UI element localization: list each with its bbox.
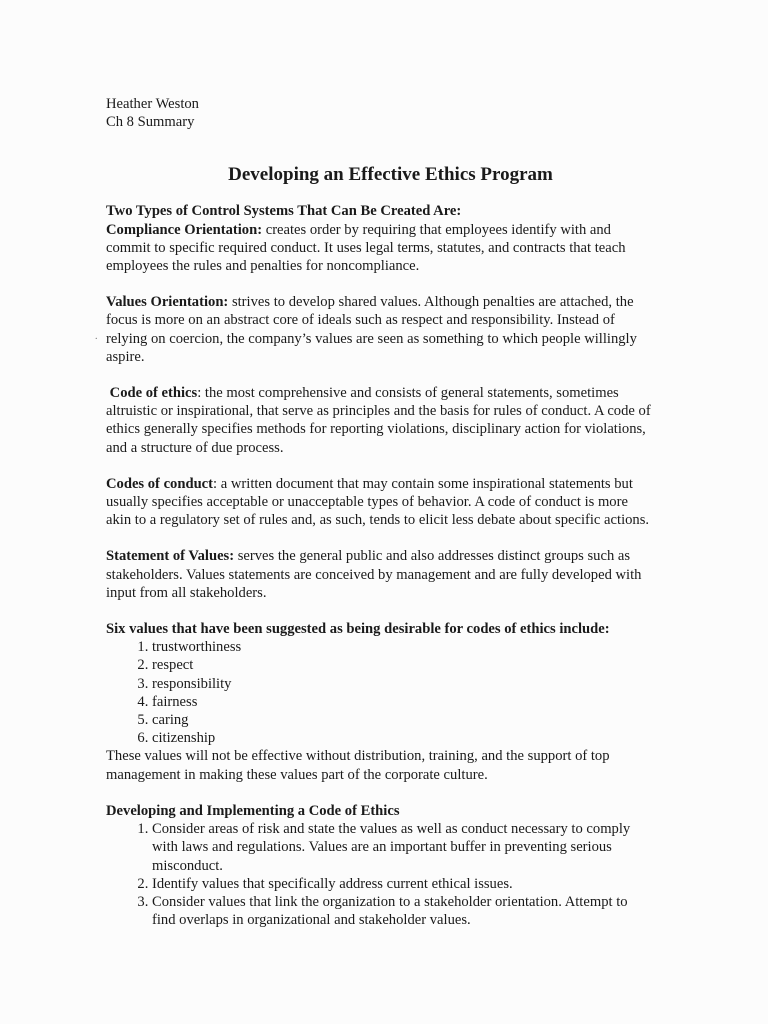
list-item: 3. Consider values that link the organization to a stakeholder orientation. Attempt to find overlaps in organizational and stakeholder values. (152, 893, 651, 929)
code-of-ethics-text: : the most comprehensive and consists of general statements, sometimes altruistic or inspirational, that serve as principles and the basis for rules of conduct. A code of ethics generally specifies methods for reporting violations, disciplinary action for violations, and a structure of due process. (106, 385, 651, 456)
implementing-list (106, 820, 651, 929)
six-values-section (106, 620, 651, 784)
implementing-section (106, 802, 651, 929)
six-values-list (106, 638, 651, 747)
values-orientation-term: Values Orientation: (106, 294, 229, 311)
six-values-closing: These values will not be effective without distribution, training, and the support of top management in making these values part of the corporate culture. (106, 748, 610, 783)
values-orientation-text: strives to develop shared values. Although penalties are attached, the focus is more on an abstract core of ideals such as respect and responsibility. Instead of relying on coercion, the company’s values are seen as something to which people willingly aspire. (106, 294, 637, 365)
compliance-term: Compliance Orientation: (106, 221, 263, 238)
list-item: 2. respect (152, 656, 651, 674)
scan-speck: . (95, 331, 98, 342)
statement-of-values-paragraph (106, 547, 651, 602)
codes-of-conduct-section (106, 475, 651, 530)
control-systems-heading: Two Types of Control Systems That Can Be Created Are: (106, 203, 462, 220)
list-item: 6. citizenship (152, 729, 651, 747)
statement-of-values-section (106, 547, 651, 602)
statement-of-values-term: Statement of Values: (106, 548, 235, 565)
implementing-heading: Developing and Implementing a Code of Ethics (106, 802, 400, 819)
document-body (106, 95, 651, 947)
codes-of-conduct-text: : a written document that may contain some inspirational statements but usually specifies acceptable or unacceptable types of behavior. A code of conduct is more akin to a regulatory set of rules and, as such, tends to elicit less debate about specific actions. (106, 475, 650, 529)
list-item: 3. responsibility (152, 675, 651, 693)
list-item: 2. Identify values that specifically address current ethical issues. (152, 875, 651, 893)
list-item: 5. caring (152, 711, 651, 729)
code-of-ethics-section (106, 384, 651, 457)
list-item: 1. trustworthiness (152, 638, 651, 656)
compliance-paragraph (106, 221, 651, 276)
author-name: Heather Weston (106, 96, 199, 112)
statement-of-values-text: serves the general public and also addresses distinct groups such as stakeholders. Values statements are conceived by management and are fully developed with input from all stakeholders. (106, 548, 642, 601)
list-item: 4. fairness (152, 693, 651, 711)
values-orientation-section (106, 293, 651, 366)
control-systems-section (106, 202, 651, 275)
code-of-ethics-paragraph (106, 384, 651, 457)
code-of-ethics-term: Code of ethics (109, 385, 198, 402)
compliance-text: creates order by requiring that employees identify with and commit to specific required conduct. It uses legal terms, statutes, and contracts that teach employees the rules and penalties for noncompliance. (106, 221, 626, 275)
codes-of-conduct-term: Codes of conduct (106, 475, 214, 492)
list-item: 1. Consider areas of risk and state the values as well as conduct necessary to comply with laws and regulations. Values are an important buffer in preventing serious misconduct. (152, 820, 651, 875)
values-orientation-paragraph (106, 293, 651, 366)
chapter-label: Ch 8 Summary (106, 114, 195, 131)
document-title: Developing an Effective Ethics Program (228, 164, 553, 186)
codes-of-conduct-paragraph (106, 475, 651, 530)
six-values-heading: Six values that have been suggested as being desirable for codes of ethics include: (106, 621, 610, 638)
